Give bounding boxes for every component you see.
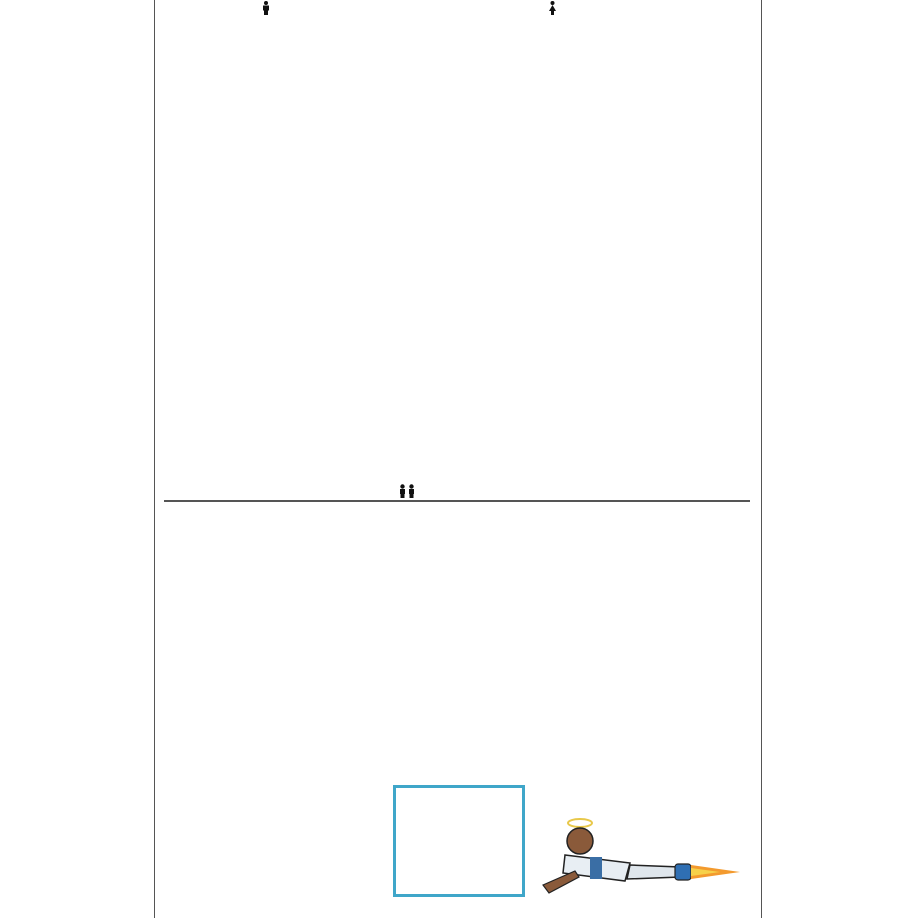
youths-divider — [164, 500, 750, 502]
page-frame — [154, 0, 762, 918]
man-icon — [262, 1, 270, 15]
conversion-note — [393, 785, 525, 897]
flying-mascot-illustration — [535, 815, 755, 905]
woman-icon — [548, 1, 557, 15]
children-icon — [398, 484, 416, 498]
